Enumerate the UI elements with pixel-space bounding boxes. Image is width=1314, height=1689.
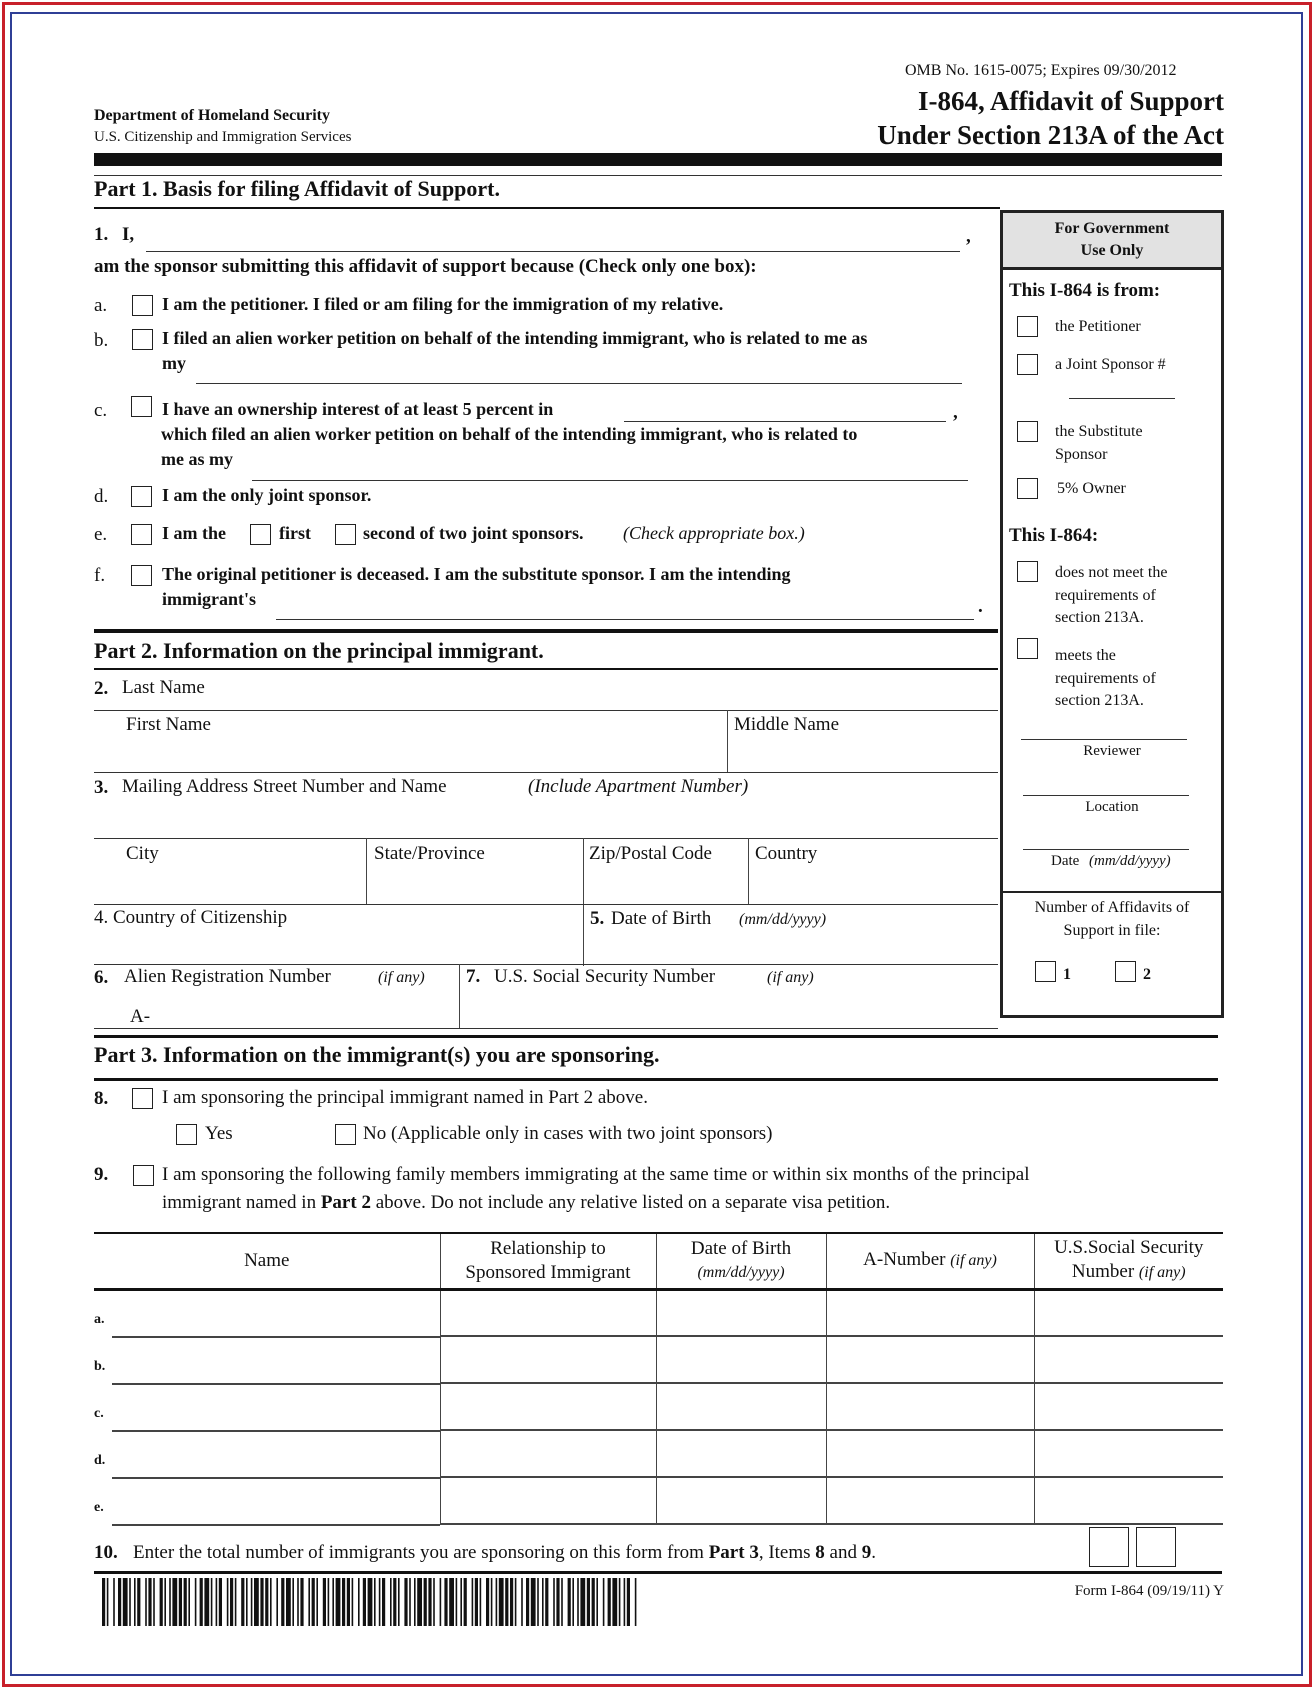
option-e-second-checkbox[interactable]	[335, 524, 356, 545]
col-name: Name	[94, 1233, 440, 1289]
row-dob-cell[interactable]	[656, 1430, 826, 1477]
gov-owner-label: 5% Owner	[1057, 480, 1126, 497]
gov-owner-checkbox[interactable]	[1017, 478, 1038, 499]
last-name-number: 2.	[94, 678, 109, 699]
option-d-letter: d.	[94, 486, 109, 507]
row-ssn-cell[interactable]	[1034, 1336, 1223, 1383]
row-label: d.	[94, 1453, 106, 1468]
gov-date-format: (mm/dd/yyyy)	[1089, 853, 1171, 869]
option-d-text: I am the only joint sponsor.	[162, 485, 372, 505]
row-ssn-cell[interactable]	[1034, 1430, 1223, 1477]
option-c-checkbox[interactable]	[131, 396, 152, 417]
row-dob-cell[interactable]	[656, 1289, 826, 1336]
item8-number: 8.	[94, 1088, 109, 1109]
option-a-checkbox[interactable]	[132, 295, 153, 316]
gov-not-meet-1: does not meet the	[1055, 564, 1168, 581]
col-relationship: Relationship to Sponsored Immigrant	[440, 1233, 656, 1289]
first-name-label: First Name	[126, 714, 211, 735]
gov-not-meet-3: section 213A.	[1055, 609, 1144, 626]
option-e-letter: e.	[94, 524, 108, 545]
row-ssn-cell[interactable]	[1034, 1289, 1223, 1336]
gov-substitute-label-2: Sponsor	[1055, 446, 1108, 463]
part1-title: Part 1. Basis for filing Affidavit of Support.	[94, 176, 501, 201]
table-row	[94, 1430, 1223, 1477]
row-a-number-cell[interactable]	[826, 1383, 1034, 1430]
gov-count-1-label: 1	[1063, 966, 1071, 983]
total-immigrants-digit-2[interactable]	[1136, 1527, 1176, 1567]
family-members-table	[94, 1232, 1223, 1525]
department-name: Department of Homeland Security	[94, 107, 330, 124]
address-number: 3.	[94, 777, 109, 798]
item1-number: 1.	[94, 224, 109, 245]
state-label: State/Province	[374, 843, 485, 864]
item8-no-checkbox[interactable]	[335, 1124, 356, 1145]
city-label: City	[126, 843, 159, 864]
name-divider	[727, 710, 728, 772]
gov-date-field[interactable]	[1023, 849, 1189, 850]
item10-number: 10.	[94, 1542, 118, 1563]
row-relationship-cell[interactable]	[440, 1430, 656, 1477]
item8-yes-checkbox[interactable]	[176, 1124, 197, 1145]
option-b-cont: my	[162, 353, 186, 373]
first-middle-name-field[interactable]	[94, 772, 998, 773]
option-e-note: (Check appropriate box.)	[623, 523, 805, 543]
row-relationship-cell[interactable]	[440, 1383, 656, 1430]
gov-date-label: Date	[1051, 853, 1080, 869]
option-e-second-label: second of two joint sponsors.	[363, 523, 584, 543]
gov-petitioner-label: the Petitioner	[1055, 318, 1141, 335]
item9-checkbox[interactable]	[133, 1165, 154, 1186]
dob-number: 5.	[590, 908, 605, 929]
row-label: b.	[94, 1359, 106, 1374]
item1-i: I,	[122, 224, 135, 245]
option-f-text: The original petitioner is deceased. I am the substitute sponsor. I am the intending	[162, 564, 791, 584]
government-use-box	[1000, 210, 1224, 1018]
option-e-first-label: first	[279, 523, 311, 543]
table-row	[94, 1336, 1223, 1383]
table-row	[94, 1383, 1223, 1430]
option-a-text: I am the petitioner. I filed or am filing for the immigration of my relative.	[162, 294, 724, 314]
form-id: Form I-864 (09/19/11) Y	[1074, 1583, 1224, 1599]
option-f-checkbox[interactable]	[131, 565, 152, 586]
option-c-text: I have an ownership interest of at least 5 percent in	[162, 399, 554, 419]
option-c-company-field[interactable]	[624, 421, 946, 422]
ssn-if-any: (if any)	[767, 969, 814, 986]
option-f-cont: immigrant's	[162, 589, 256, 609]
part1-rule	[94, 207, 1000, 209]
table-row	[94, 1477, 1223, 1524]
dob-format: (mm/dd/yyyy)	[739, 911, 827, 928]
item9-text: I am sponsoring the following family members immigrating at the same time or within six months of the principal	[162, 1164, 1030, 1185]
row-dob-cell[interactable]	[656, 1336, 826, 1383]
gov-location-label: Location	[1085, 799, 1139, 815]
item1-statement: am the sponsor submitting this affidavit of support because (Check only one box):	[94, 256, 757, 277]
part3-title: Part 3. Information on the immigrant(s) you are sponsoring.	[94, 1042, 660, 1067]
gov-count-1-checkbox[interactable]	[1035, 961, 1056, 982]
gov-head-line1: For Government	[1054, 220, 1170, 237]
option-a-letter: a.	[94, 295, 108, 316]
form-title: I-864, Affidavit of Support	[917, 86, 1224, 116]
gov-meets-3: section 213A.	[1055, 692, 1144, 709]
item9-cont-c: above. Do not include any relative listed on a separate visa petition.	[375, 1192, 891, 1213]
item8-yes-label: Yes	[205, 1123, 233, 1144]
part2-top-rule	[94, 629, 998, 633]
item9-cont-a: immigrant named in	[162, 1192, 317, 1213]
gov-reviewer-field[interactable]	[1021, 739, 1187, 740]
gov-joint-number-field[interactable]	[1069, 398, 1175, 399]
item9-number: 9.	[94, 1164, 109, 1185]
total-immigrants-digit-1[interactable]	[1089, 1527, 1129, 1567]
option-b-checkbox[interactable]	[132, 329, 153, 350]
row-name-cell[interactable]	[94, 1477, 440, 1524]
street-address-field[interactable]	[94, 838, 998, 839]
part3-rule	[94, 1078, 1218, 1081]
gov-num-aff-2: Support in file:	[1063, 922, 1161, 939]
footer-rule	[94, 1571, 1222, 1574]
country-label: Country	[755, 843, 818, 864]
row-label: e.	[94, 1500, 104, 1515]
gov-from-label: This I-864 is from:	[1009, 280, 1161, 301]
gov-not-meet-checkbox[interactable]	[1017, 561, 1038, 582]
barcode-icon	[102, 1578, 638, 1626]
item9-cont	[162, 1192, 890, 1214]
item8-text: I am sponsoring the principal immigrant named in Part 2 above.	[162, 1087, 648, 1108]
option-d-checkbox[interactable]	[131, 486, 152, 507]
gov-joint-label: a Joint Sponsor #	[1055, 356, 1166, 373]
alien-ssn-divider	[459, 964, 460, 1028]
gov-head-line2: Use Only	[1080, 242, 1144, 259]
option-e-text: I am the	[162, 523, 226, 543]
gov-meets-2: requirements of	[1055, 670, 1156, 687]
zip-label: Zip/Postal Code	[589, 843, 712, 864]
alien-number-label: Alien Registration Number	[124, 966, 331, 987]
option-b-relationship-field[interactable]	[196, 383, 962, 384]
option-c-relationship-field[interactable]	[252, 480, 968, 481]
gov-substitute-checkbox[interactable]	[1017, 421, 1038, 442]
part3-top-rule	[94, 1035, 1218, 1038]
option-f-period: .	[978, 596, 983, 617]
option-e-first-checkbox[interactable]	[250, 524, 271, 545]
gov-substitute-label-1: the Substitute	[1055, 423, 1143, 440]
address-label: Mailing Address Street Number and Name	[122, 776, 447, 797]
row-ssn-cell[interactable]	[1034, 1383, 1223, 1430]
item9-cont-b: Part 2	[320, 1192, 371, 1213]
gov-affidavit-count-section	[1003, 891, 1221, 893]
table-row	[94, 1289, 1223, 1336]
row-name-cell[interactable]	[94, 1383, 440, 1430]
row-a-number-cell[interactable]	[826, 1289, 1034, 1336]
row-dob-cell[interactable]	[656, 1383, 826, 1430]
item1-comma: ,	[966, 226, 971, 247]
option-c-comma: ,	[953, 402, 958, 423]
gov-meets-1: meets the	[1055, 647, 1116, 664]
row-label: a.	[94, 1312, 105, 1327]
city-divider	[366, 838, 367, 904]
row-ssn-cell[interactable]	[1034, 1477, 1223, 1524]
city-state-zip-field[interactable]	[94, 904, 998, 905]
option-f-relationship-field[interactable]	[276, 619, 974, 620]
row-name-cell[interactable]	[94, 1289, 440, 1336]
item8-checkbox[interactable]	[132, 1088, 153, 1109]
government-use-header	[1003, 213, 1221, 270]
alien-number-prefix: A-	[130, 1006, 151, 1027]
part2-title: Part 2. Information on the principal immigrant.	[94, 638, 544, 663]
gov-joint-checkbox[interactable]	[1017, 354, 1038, 375]
middle-name-label: Middle Name	[734, 714, 840, 735]
header-rule	[94, 153, 1222, 166]
item10-text: Enter the total number of immigrants you are sponsoring on this form from Part 3, Items 8 and 9.	[133, 1542, 876, 1563]
row-a-number-cell[interactable]	[826, 1477, 1034, 1524]
last-name-label: Last Name	[122, 677, 205, 698]
alien-ssn-field[interactable]	[94, 1028, 998, 1029]
col-a-number: A-Number (if any)	[826, 1233, 1034, 1289]
alien-number-if-any: (if any)	[378, 969, 425, 986]
agency-name: U.S. Citizenship and Immigration Services	[94, 129, 352, 145]
gov-location-field[interactable]	[1023, 795, 1189, 796]
gov-count-2-checkbox[interactable]	[1115, 961, 1136, 982]
row-relationship-cell[interactable]	[440, 1477, 656, 1524]
option-b-text: I filed an alien worker petition on behalf of the intending immigrant, who is related to me as	[162, 328, 868, 348]
option-c-text2: which filed an alien worker petition on behalf of the intending immigrant, who is related to	[161, 424, 858, 444]
form-subtitle: Under Section 213A of the Act	[877, 120, 1224, 150]
family-table-header	[94, 1233, 1223, 1289]
gov-petitioner-checkbox[interactable]	[1017, 316, 1038, 337]
gov-this-label: This I-864:	[1009, 525, 1099, 546]
option-c-letter: c.	[94, 400, 108, 421]
option-e-checkbox[interactable]	[131, 524, 152, 545]
zip-divider	[748, 838, 749, 904]
gov-not-meet-2: requirements of	[1055, 587, 1156, 604]
option-b-letter: b.	[94, 330, 109, 351]
gov-reviewer-label: Reviewer	[1083, 743, 1141, 759]
item8-no-label: No (Applicable only in cases with two joint sponsors)	[363, 1123, 773, 1144]
state-divider	[583, 838, 584, 966]
row-relationship-cell[interactable]	[440, 1289, 656, 1336]
address-note: (Include Apartment Number)	[528, 776, 749, 797]
last-name-field[interactable]	[94, 710, 998, 711]
gov-num-aff-1: Number of Affidavits of	[1034, 899, 1190, 916]
col-dob: Date of Birth (mm/dd/yyyy)	[656, 1233, 826, 1289]
col-ssn: U.S.Social Security Number (if any)	[1034, 1233, 1223, 1289]
alien-number-number: 6.	[94, 967, 109, 988]
citizenship-dob-field[interactable]	[94, 964, 998, 965]
ssn-number: 7.	[466, 966, 481, 987]
row-label: c.	[94, 1406, 104, 1421]
row-name-cell[interactable]	[94, 1430, 440, 1477]
part2-rule	[94, 668, 998, 670]
dob-label: Date of Birth	[611, 908, 712, 929]
option-c-text3: me as my	[161, 449, 233, 469]
ssn-label: U.S. Social Security Number	[494, 966, 716, 987]
omb-number: OMB No. 1615-0075; Expires 09/30/2012	[905, 62, 1177, 79]
citizenship-label: 4. Country of Citizenship	[94, 907, 288, 928]
row-dob-cell[interactable]	[656, 1477, 826, 1524]
row-name-cell[interactable]	[94, 1336, 440, 1383]
row-a-number-cell[interactable]	[826, 1430, 1034, 1477]
row-relationship-cell[interactable]	[440, 1336, 656, 1383]
gov-meets-checkbox[interactable]	[1017, 638, 1038, 659]
sponsor-name-field[interactable]	[146, 251, 960, 252]
row-a-number-cell[interactable]	[826, 1336, 1034, 1383]
option-f-letter: f.	[94, 565, 106, 586]
gov-count-2-label: 2	[1143, 966, 1151, 983]
